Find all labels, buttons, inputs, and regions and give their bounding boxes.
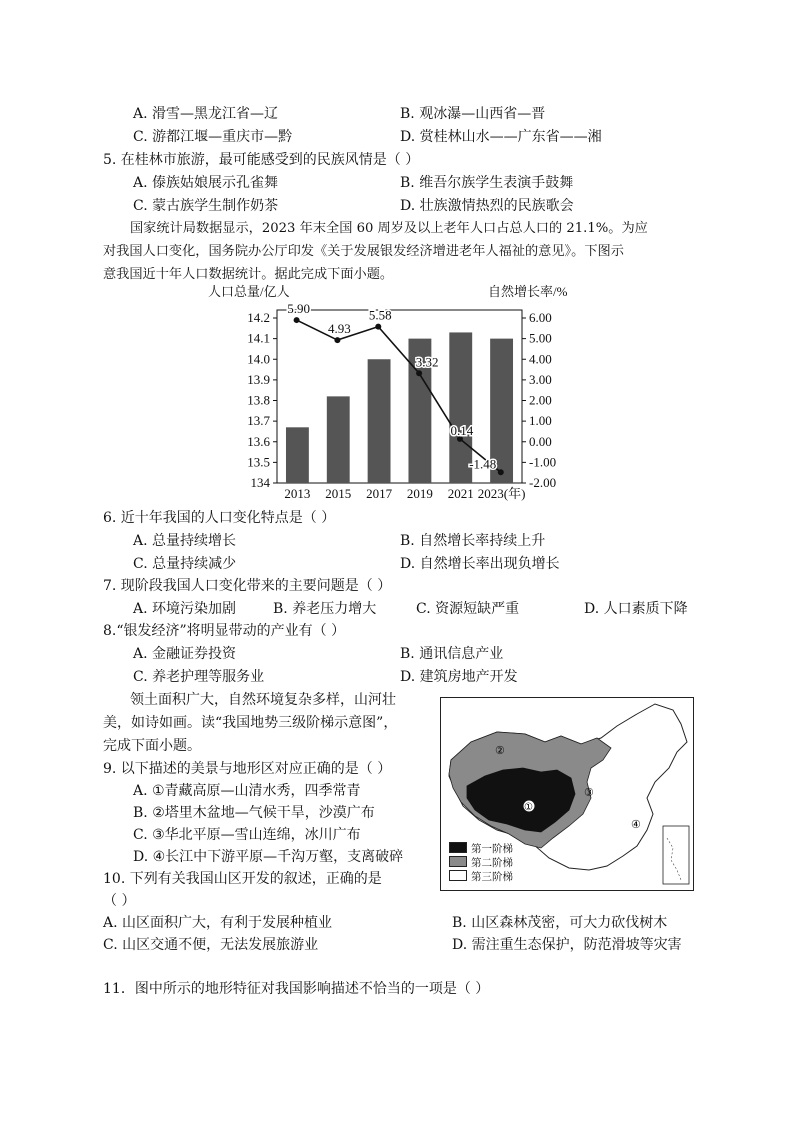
q7-option-d: D. 人口素质下降 [584,601,688,617]
x-tick-label: 2015 [325,486,352,501]
intro1-line3: 意我国近十年人口数据统计。据此完成下面小题。 [103,267,394,282]
q9-option-c: C. ③华北平原—雪山连绵，冰川广布 [133,827,361,843]
legend-step1 [449,842,513,856]
marker-1: ① [524,802,533,813]
q10-option-c: C. 山区交通不便，无法发展旅游业 [103,937,319,953]
q9-option-b: B. ②塔里木盆地—气候干旱，沙漠广布 [133,805,375,821]
growth-rate-point [498,469,504,475]
legend-step3-label: 第三阶梯 [471,871,513,883]
right-tick-label: 6.00 [529,310,552,325]
intro2-line2: 美，如诗如画。读“我国地势三级阶梯示意图”， [103,715,398,731]
left-tick-label: 14.0 [247,351,270,367]
q9-option-a: A. ①青藏高原—山清水秀，四季常青 [133,783,361,799]
population-chart-svg [208,283,580,503]
population-chart [208,283,580,503]
marker-3: ③ [584,786,594,799]
q7-option-a: A. 环境污染加剧 [133,601,237,617]
right-tick-label: -1.00 [529,454,557,470]
intro2-line3: 完成下面小题。 [103,738,201,754]
terrain-steps-map [440,697,694,891]
growth-rate-label: 5.90 [287,301,310,317]
intro1-line2: 对我国人口变化，国务院办公厅印发《关于发展银发经济增进老年人福祉的意见》。下图示 [103,244,624,259]
right-tick-label: 4.00 [529,351,552,367]
right-tick-label: -2.00 [529,475,557,490]
legend-step1-swatch [449,842,467,853]
growth-rate-label: 3.32 [415,354,439,370]
legend-step3 [449,870,513,884]
q4-option-d: D. 赏桂林山水——广东省——湘 [400,129,602,145]
right-axis-label: 自然增长率/% [488,284,568,299]
q4-option-a: A. 滑雪—黑龙江省—辽 [133,106,279,122]
left-tick-label: 13.7 [247,413,270,429]
left-tick-label: 13.5 [247,454,270,470]
population-bar [327,396,350,483]
q8-option-c: C. 养老护理等服务业 [133,669,265,685]
q8-option-a: A. 金融证券投资 [133,646,237,662]
q6-stem: 6. 近十年我国的人口变化特点是（ ） [103,510,336,526]
legend-step2-swatch [449,856,467,867]
x-tick-label: 2023(年) [477,486,526,501]
q7-option-b: B. 养老压力增大 [273,601,377,617]
q11-stem: 11．图中所示的地形特征对我国影响描述不恰当的一项是（ ） [103,981,490,997]
legend-step2-label: 第二阶梯 [471,857,513,869]
left-tick-label: 14.1 [247,330,270,346]
growth-rate-label: 0.14 [450,422,474,438]
q7-stem: 7. 现阶段我国人口变化带来的主要问题是（ ） [103,578,392,594]
growth-rate-label: 4.93 [328,321,351,337]
q4-option-b: B. 观冰瀑—山西省—晋 [400,106,546,122]
q8-option-d: D. 建筑房地产开发 [400,669,518,685]
x-tick-label: 2019 [406,486,433,501]
left-axis-label: 人口总量/亿人 [208,284,290,299]
growth-rate-point [334,337,340,343]
left-tick-label: 14.2 [247,310,270,325]
right-tick-label: 0.00 [529,433,552,449]
q5-stem: 5. 在桂林市旅游，最可能感受到的民族风情是（ ） [103,152,420,168]
q6-option-c: C. 总量持续减少 [133,556,237,572]
intro2-line1: 领土面积广大，自然环境复杂多样，山河壮 [130,692,396,708]
marker-2: ② [495,744,505,757]
population-bar [368,359,391,483]
q10-paren: （ ） [103,893,136,909]
growth-rate-label: -1.48 [469,456,497,472]
growth-rate-label: 5.58 [368,307,392,323]
q10-stem: 10. 下列有关我国山区开发的叙述，正确的是 [103,871,382,887]
legend-step3-swatch [449,870,467,881]
south-china-sea-inset [663,826,689,884]
marker-4: ④ [631,818,641,831]
population-bar [286,427,309,483]
growth-rate-point [416,370,422,376]
legend-step2 [449,856,513,870]
q5-option-d: D. 壮族激情热烈的民族歌会 [400,198,574,214]
q10-option-b: B. 山区森林茂密，可大力砍伐树木 [452,915,668,931]
q9-option-d: D. ④长江中下游平原—千沟万壑，支离破碎 [133,849,404,865]
right-tick-label: 2.00 [529,392,552,408]
q10-option-a: A. 山区面积广大，有利于发展种植业 [103,915,333,931]
growth-rate-point [375,324,381,330]
q5-option-b: B. 维吾尔族学生表演手鼓舞 [400,175,574,191]
right-tick-label: 1.00 [529,413,552,429]
x-tick-label: 2013 [284,486,311,501]
q7-option-c: C. 资源短缺严重 [416,601,520,617]
x-tick-label: 2017 [366,486,393,501]
right-tick-label: 3.00 [529,371,552,387]
q6-option-a: A. 总量持续增长 [133,533,237,549]
q4-option-c: C. 游都江堰—重庆市—黔 [133,129,293,145]
right-tick-label: 5.00 [529,330,552,346]
q8-option-b: B. 通讯信息产业 [400,646,504,662]
q9-stem: 9. 以下描述的美景与地形区对应正确的是（ ） [103,761,392,777]
q6-option-b: B. 自然增长率持续上升 [400,533,546,549]
x-tick-label: 2021 [447,486,474,501]
q5-option-c: C. 蒙古族学生制作奶茶 [133,198,279,214]
q8-stem: 8.“银发经济”将明显带动的产业有（ ） [103,623,346,639]
q5-option-a: A. 傣族姑娘展示孔雀舞 [133,175,279,191]
left-tick-label: 13.8 [247,392,270,408]
q6-option-d: D. 自然增长率出现负增长 [400,556,560,572]
growth-rate-point [294,317,300,323]
q10-option-d: D. 需注重生态保护，防范滑坡等灾害 [452,937,682,953]
left-tick-label: 13.9 [247,371,270,387]
intro1-line1: 国家统计局数据显示，2023 年末全国 60 周岁及以上老年人口占总人口的 21.1%。为应 [130,221,648,236]
left-tick-label: 13.6 [247,433,270,449]
left-tick-label: 134 [250,475,270,490]
legend-step1-label: 第一阶梯 [471,843,513,855]
